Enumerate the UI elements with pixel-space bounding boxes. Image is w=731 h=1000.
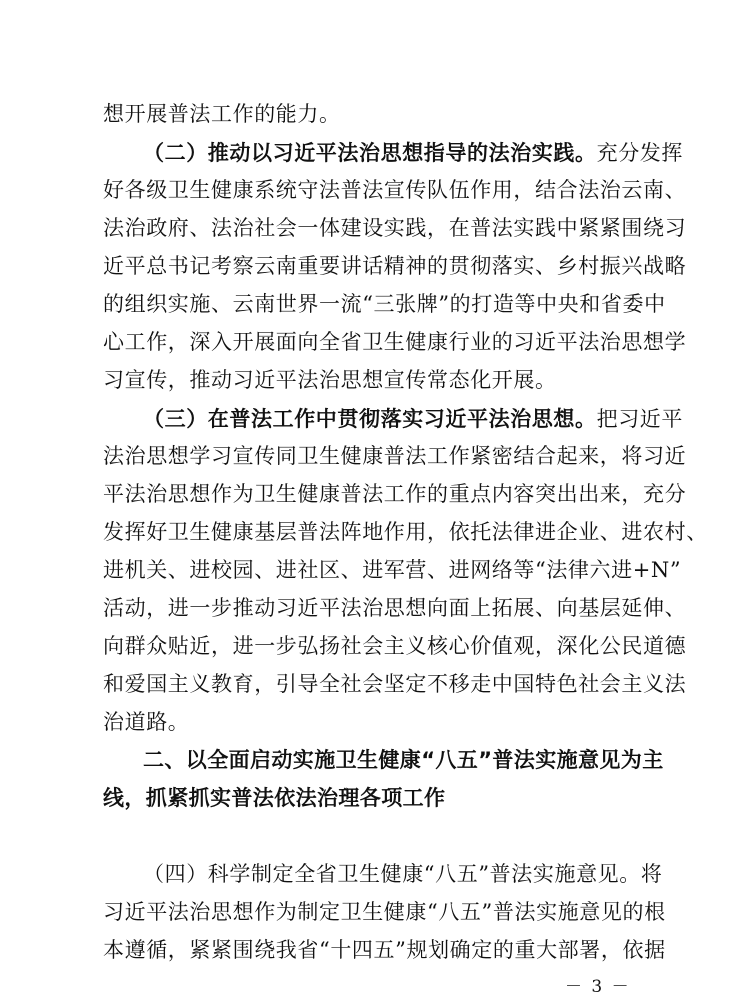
text-line: 习宣传，推动习近平法治思想宣传常态化开展。 bbox=[103, 368, 557, 392]
text-line: 的组织实施、云南世界一流“三张牌”的打造等中央和省委中 bbox=[103, 292, 666, 316]
text-line: （四）科学制定全省卫生健康“八五”普法实施意见。将 bbox=[143, 862, 663, 886]
paragraph-heading bbox=[143, 406, 684, 431]
text-line: 法治思想学习宣传同卫生健康普法工作紧密结合起来，将习近 bbox=[103, 444, 687, 468]
text-line: 活动，进一步推动习近平法治思想向面上拓展、向基层延伸、 bbox=[103, 596, 687, 620]
text-line: 法治政府、法治社会一体建设实践，在普法实践中紧紧围绕习 bbox=[103, 216, 687, 240]
section-title: （三）在普法工作中贯彻落实习近平法治思想。 bbox=[143, 406, 597, 431]
section-heading: 二、以全面启动实施卫生健康“八五”普法实施意见为主 bbox=[143, 748, 664, 772]
section-heading: 线，抓紧抓实普法依法治理各项工作 bbox=[103, 786, 446, 810]
text-line: 治道路。 bbox=[103, 710, 190, 734]
paragraph-heading bbox=[143, 140, 684, 165]
text-line: 心工作，深入开展面向全省卫生健康行业的习近平法治思想学 bbox=[103, 330, 687, 354]
text-line: 近平总书记考察云南重要讲话精神的贯彻落实、乡村振兴战略 bbox=[103, 254, 687, 278]
text-line: 好各级卫生健康系统守法普法宣传队伍作用，结合法治云南、 bbox=[103, 178, 687, 202]
text-line: 平法治思想作为卫生健康普法工作的重点内容突出出来，充分 bbox=[103, 482, 687, 506]
text-span: 把习近平 bbox=[596, 407, 684, 431]
text-line: 向群众贴近，进一步弘扬社会主义核心价值观，深化公民道德 bbox=[103, 634, 687, 658]
page-number: － 3 － bbox=[565, 977, 631, 997]
text-line: 进机关、进校园、进社区、进军营、进网络等“法律六进+N” bbox=[103, 558, 682, 582]
section-title: （二）推动以习近平法治思想指导的法治实践。 bbox=[143, 140, 597, 165]
text-line: 和爱国主义教育，引导全社会坚定不移走中国特色社会主义法 bbox=[103, 672, 687, 696]
text-span: 充分发挥 bbox=[596, 141, 684, 165]
text-line: 本遵循，紧紧围绕我省“十四五”规划确定的重大部署，依据 bbox=[103, 938, 666, 962]
text-line: 习近平法治思想作为制定卫生健康“八五”普法实施意见的根 bbox=[103, 900, 666, 924]
text-line: 发挥好卫生健康基层普法阵地作用，依托法律进企业、进农村、 bbox=[103, 520, 708, 544]
text-line: 想开展普法工作的能力。 bbox=[103, 102, 341, 126]
